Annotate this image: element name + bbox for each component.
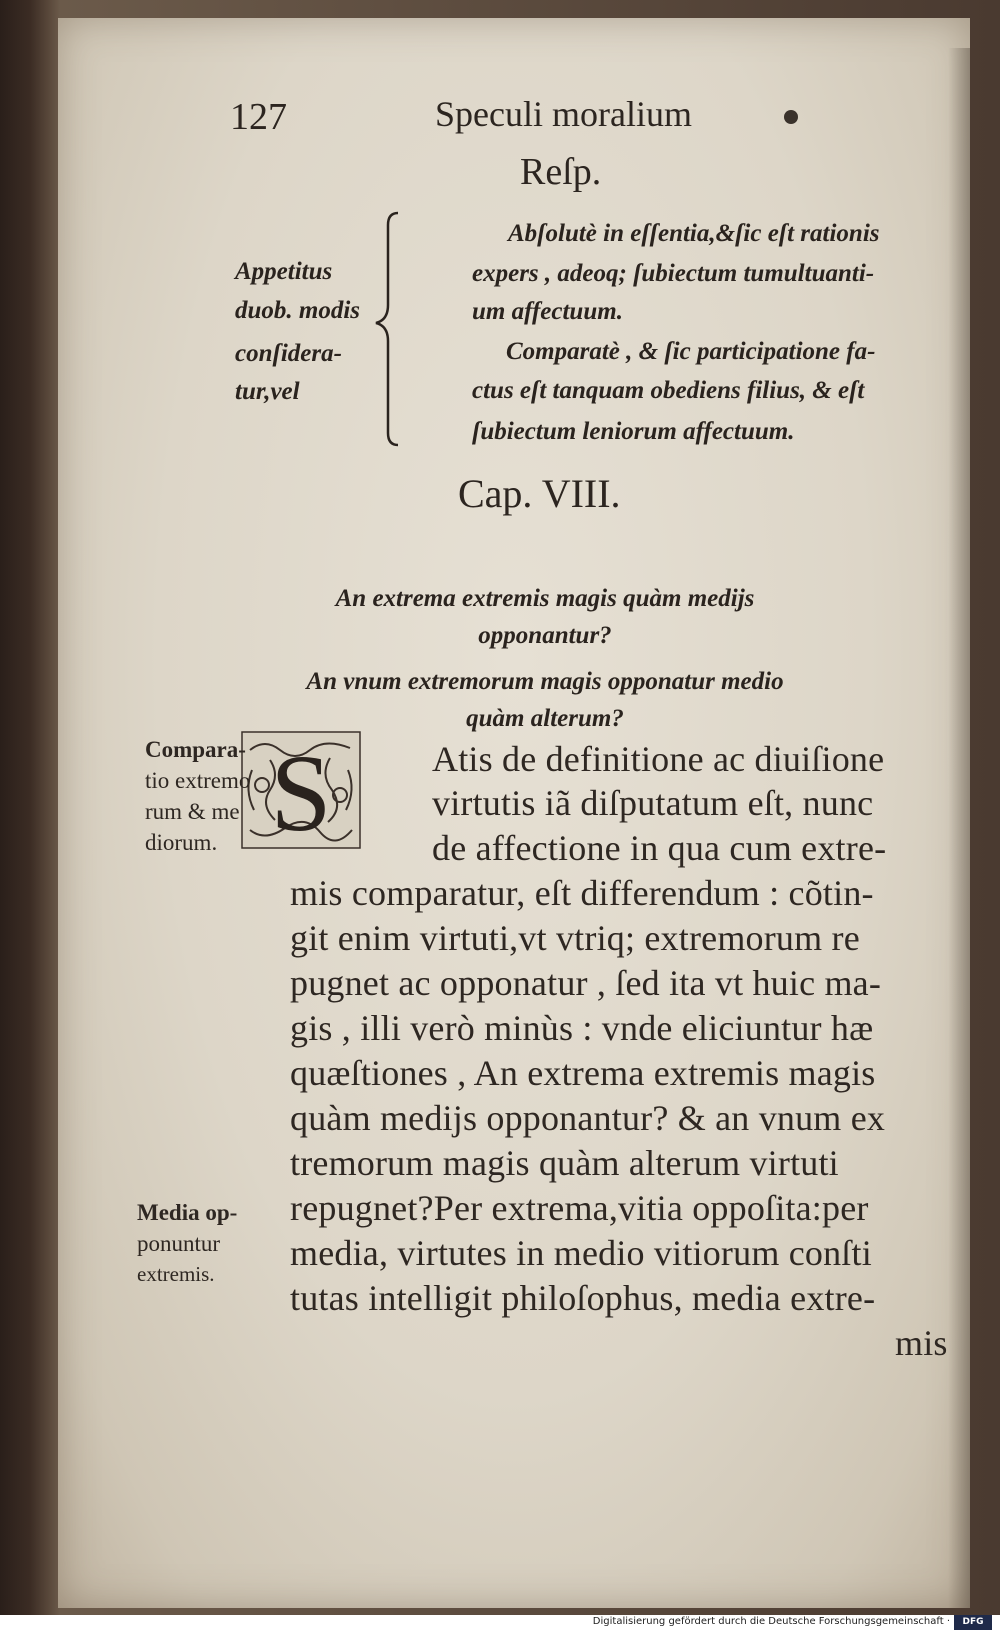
diagram-line-1: Abſolutè in eſſentia,&ſic eſt rationis [508, 220, 880, 247]
chapter-question-4: quàm alterum? [466, 705, 624, 732]
body-line-5: git enim virtuti,vt vtriq; extremorum re [290, 918, 860, 958]
body-line-10: tremorum magis quàm alterum virtuti [290, 1143, 839, 1183]
margin-note-2-line-3: extremis. [137, 1262, 215, 1286]
diagram-left-label-3: conſidera- [235, 340, 342, 367]
body-line-9: quàm medijs opponantur? & an vnum ex [290, 1098, 886, 1138]
ink-dot [784, 110, 798, 124]
resp-heading: Reſp. [520, 151, 602, 193]
chapter-question-2: opponantur? [478, 622, 612, 649]
body-line-11: repugnet?Per extrema,vitia oppoſita:per [290, 1188, 869, 1228]
margin-note-1-line-3: rum & me [145, 799, 240, 824]
margin-note-1-line-4: diorum. [145, 830, 218, 855]
diagram-line-6: ſubiectum leniorum affectuum. [472, 418, 795, 445]
margin-note-1-line-2: tio extremo [145, 768, 251, 793]
dfg-logo: DFG [954, 1615, 992, 1630]
body-line-1: Atis de definitione ac diuiſione [432, 739, 885, 779]
margin-note-2-line-1: Media op- [137, 1200, 238, 1225]
page-edge-shadow [948, 48, 970, 1608]
diagram-left-label-1: Appetitus [235, 258, 333, 285]
chapter-question-1: An extrema extremis magis quàm medijs [335, 585, 755, 612]
body-line-2: virtutis iã diſputatum eſt, nunc [432, 783, 874, 823]
diagram-line-4: Comparatè , & ſic participatione fa- [506, 338, 876, 365]
body-line-13: tutas intelligit philoſophus, media extre- [290, 1278, 876, 1318]
initial-letter: S [270, 732, 332, 850]
running-title: Speculi moralium [435, 94, 692, 134]
diagram-left-label-4: tur,vel [235, 378, 300, 405]
margin-note-2-line-2: ponuntur [137, 1231, 221, 1256]
margin-note-1-line-1: Compara- [145, 737, 246, 762]
diagram-line-3: um affectuum. [472, 298, 623, 325]
chapter-title: Cap. VIII. [458, 471, 621, 516]
body-line-6: pugnet ac opponatur , ſed ita vt huic ma- [290, 963, 882, 1003]
page-number: 127 [230, 96, 287, 138]
body-line-8: quæſtiones , An extrema extremis magis [290, 1053, 876, 1093]
decorated-initial [240, 730, 362, 850]
body-line-7: gis , illi verò minùs : vnde eliciuntur hæ [290, 1008, 874, 1048]
body-line-12: media, virtutes in medio vitiorum conſti [290, 1233, 872, 1273]
diagram-left-label-2: duob. modis [235, 297, 361, 324]
footer-credit: Digitalisierung gefördert durch die Deutsche Forschungsgemeinschaft · [592, 1616, 950, 1627]
diagram-line-5: ctus eſt tanquam obediens filius, & eſt [472, 377, 865, 404]
chapter-question-3: An vnum extremorum magis opponatur medio [306, 668, 784, 695]
body-line-3: de affectione in qua cum extre- [432, 828, 887, 868]
curly-brace-icon [370, 205, 410, 455]
body-line-4: mis comparatur, eſt differendum : cõtin- [290, 873, 874, 913]
body-line-14: mis [895, 1323, 948, 1363]
diagram-line-2: expers , adeoq; ſubiectum tumultuanti- [472, 260, 875, 287]
